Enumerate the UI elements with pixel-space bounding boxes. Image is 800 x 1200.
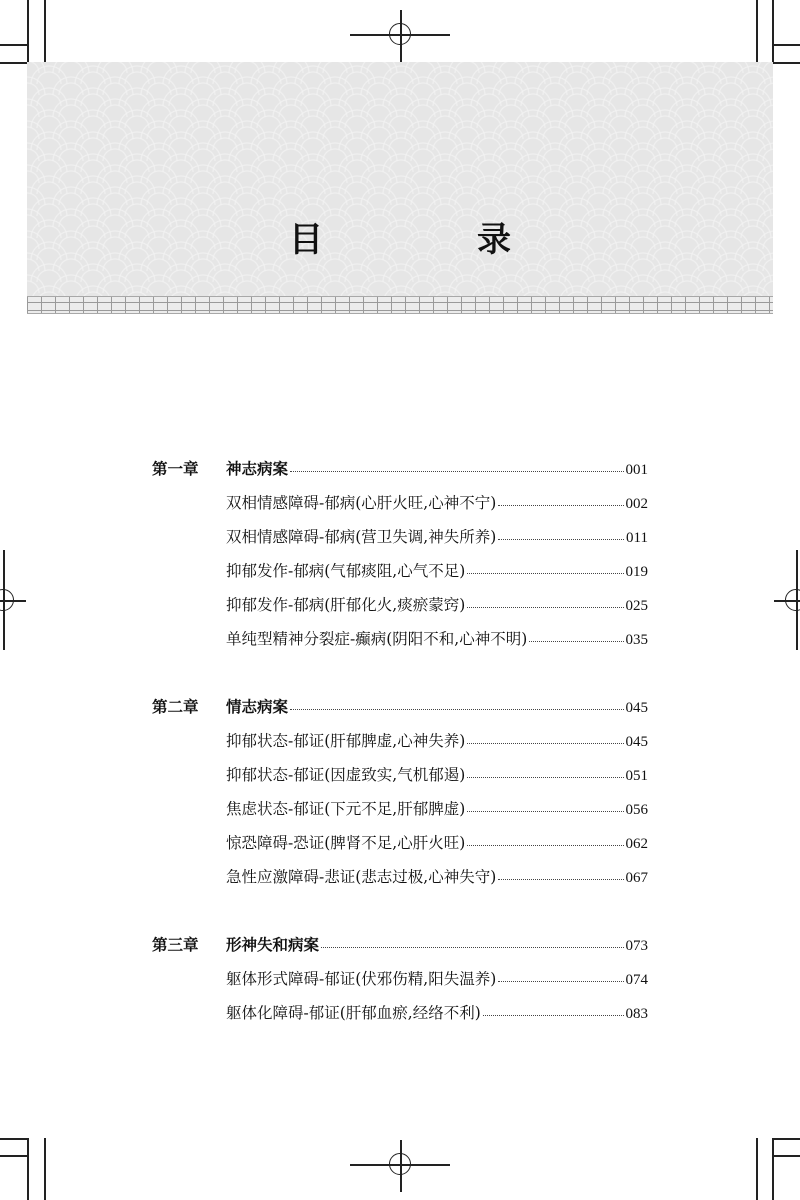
toc-chapter-row[interactable] — [152, 928, 648, 962]
leader-dots — [483, 1014, 624, 1016]
leader-dots — [467, 606, 623, 608]
toc-entry-row[interactable] — [152, 554, 648, 588]
leader-dots — [467, 742, 623, 744]
header-band — [27, 62, 773, 314]
leader-dots — [467, 776, 623, 778]
toc-entry-row[interactable] — [152, 826, 648, 860]
toc-entry-row[interactable] — [152, 792, 648, 826]
entry-title: 惊恐障碍-恐证(脾肾不足,心肝火旺) — [226, 834, 466, 852]
chapter-title: 神志病案 — [226, 459, 289, 478]
page-number: 001 — [625, 462, 648, 478]
toc-entry-row[interactable] — [152, 520, 648, 554]
entry-title: 抑郁发作-郁病(气郁痰阻,心气不足) — [226, 562, 466, 580]
entry-title: 焦虑状态-郁证(下元不足,肝郁脾虚) — [226, 800, 466, 818]
entry-title: 躯体化障碍-郁证(肝郁血瘀,经络不利) — [226, 1004, 481, 1022]
leader-dots — [498, 980, 623, 982]
page-number: 019 — [625, 564, 648, 580]
chapter-title: 情志病案 — [226, 697, 289, 716]
toc-entry-row[interactable] — [152, 962, 648, 996]
toc-entry-row[interactable] — [152, 758, 648, 792]
chapter-label: 第一章 — [152, 459, 199, 478]
leader-dots — [290, 708, 623, 710]
table-of-contents — [152, 452, 648, 1030]
leader-dots — [498, 538, 624, 540]
page-title: 目 录 — [289, 220, 571, 260]
leader-dots — [529, 640, 623, 642]
toc-entry-row[interactable] — [152, 860, 648, 894]
page-number: 056 — [625, 802, 648, 818]
page-number: 074 — [625, 972, 648, 988]
entry-title: 抑郁状态-郁证(肝郁脾虚,心神失养) — [226, 732, 466, 750]
chapter-spacer — [152, 656, 648, 690]
toc-entry-row[interactable] — [152, 724, 648, 758]
page-number: 045 — [625, 700, 648, 716]
page-number: 062 — [625, 836, 648, 852]
toc-entry-row[interactable] — [152, 622, 648, 656]
page-number: 035 — [625, 632, 648, 648]
leader-dots — [498, 878, 623, 880]
leader-dots — [290, 470, 623, 472]
toc-entry-row[interactable] — [152, 486, 648, 520]
toc-entry-row[interactable] — [152, 588, 648, 622]
page-number: 045 — [625, 734, 648, 750]
leader-dots — [498, 504, 623, 506]
entry-title: 单纯型精神分裂症-癫病(阴阳不和,心神不明) — [226, 630, 528, 648]
leader-dots — [467, 810, 623, 812]
page-number: 011 — [626, 530, 648, 546]
chapter-spacer — [152, 894, 648, 928]
page-number: 002 — [625, 496, 648, 512]
chapter-title: 形神失和病案 — [226, 935, 320, 954]
page-number: 083 — [625, 1006, 648, 1022]
page-number: 073 — [625, 938, 648, 954]
chapter-label: 第二章 — [152, 697, 199, 716]
chapter-label: 第三章 — [152, 935, 199, 954]
leader-dots — [467, 844, 623, 846]
fret-border — [27, 296, 773, 314]
entry-title: 躯体形式障碍-郁证(伏邪伤精,阳失温养) — [226, 970, 497, 988]
entry-title: 双相情感障碍-郁病(心肝火旺,心神不宁) — [226, 494, 497, 512]
toc-chapter-row[interactable] — [152, 452, 648, 486]
entry-title: 抑郁发作-郁病(肝郁化火,痰瘀蒙窍) — [226, 596, 466, 614]
leader-dots — [467, 572, 623, 574]
page-number: 051 — [625, 768, 648, 784]
entry-title: 急性应激障碍-悲证(悲志过极,心神失守) — [226, 868, 497, 886]
leader-dots — [321, 946, 623, 948]
entry-title: 双相情感障碍-郁病(营卫失调,神失所养) — [226, 528, 497, 546]
page-number: 067 — [625, 870, 648, 886]
toc-chapter-row[interactable] — [152, 690, 648, 724]
page-number: 025 — [625, 598, 648, 614]
entry-title: 抑郁状态-郁证(因虚致实,气机郁遏) — [226, 766, 466, 784]
toc-entry-row[interactable] — [152, 996, 648, 1030]
